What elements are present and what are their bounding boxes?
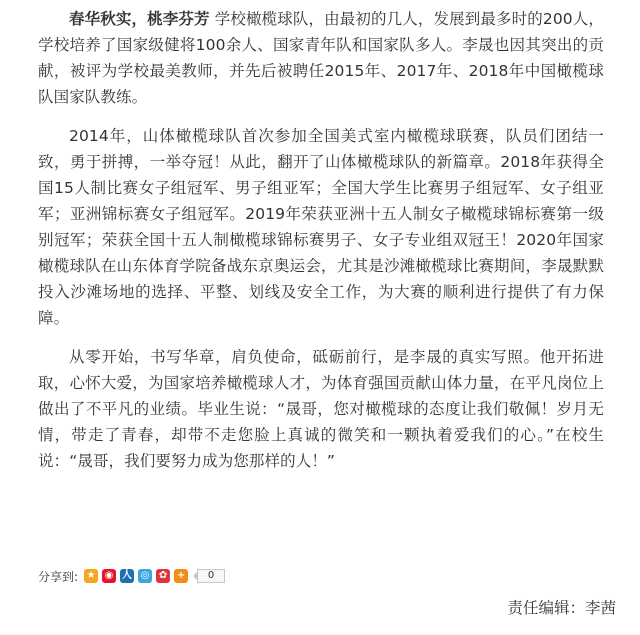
weibo-icon[interactable]: ◉ bbox=[102, 569, 116, 583]
share-count: 0 bbox=[197, 569, 225, 583]
paragraph-1-lead: 春华秋实，桃李芬芳 bbox=[69, 10, 210, 28]
people-weibo-icon[interactable]: ✿ bbox=[156, 569, 170, 583]
renren-icon[interactable]: 人 bbox=[122, 570, 133, 581]
qzone-icon[interactable]: ★ bbox=[84, 569, 98, 583]
paragraph-3: 从零开始，书写华章，肩负使命，砥砺前行，是李晟的真实写照。他开拓进取，心怀大爱，为国家培养橄榄球人才，为体育强国贡献山体力量，在平凡岗位上做出了不平凡的业绩。毕业生说：“晟哥，您对橄榄球的态度让我们敬佩！岁月无情，带走了青春，却带不走您脸上真诚的微笑和一颗执着爱我们的心。”在校生说：“晟哥，我们要努力成为您那样的人！” bbox=[38, 348, 604, 470]
article-body bbox=[38, 0, 604, 474]
share-icons bbox=[84, 569, 192, 583]
paragraph-1-text: 学校橄榄球队，由最初的几人，发展到最多时的200人，学校培养了国家级健将100余人、国家青年队和国家队多人。李晟也因其突出的贡献，被评为学校最美教师，并先后被聘任2015年、2017年、2018年中国橄榄球队国家队教练。 bbox=[38, 10, 604, 106]
tencent-weibo-icon[interactable]: ◎ bbox=[138, 569, 152, 583]
paragraph-2: 2014年，山体橄榄球队首次参加全国美式室内橄榄球联赛，队员们团结一致，勇于拼搏，一举夺冠！从此，翻开了山体橄榄球队的新篇章。2018年获得全国15人制比赛女子组冠军、男子组亚军；全国大学生比赛男子组冠军、女子组亚军；亚洲锦标赛女子组冠军。2019年荣获亚洲十五人制女子橄榄球锦标赛第一级别冠军；荣获全国十五人制橄榄球锦标赛男子、女子专业组双冠王！2020年国家橄榄球队在山东体育学院备战东京奥运会，尤其是沙滩橄榄球比赛期间，李晟默默投入沙滩场地的选择、平整、划线及安全工作，为大赛的顺利进行提供了有力保障。 bbox=[38, 127, 604, 327]
responsible-editor: 责任编辑：李茜 bbox=[507, 599, 616, 617]
share-counter[interactable] bbox=[193, 569, 225, 583]
more-share-icon[interactable]: + bbox=[174, 569, 188, 583]
paragraph-1 bbox=[38, 6, 604, 110]
share-label: 分享到: bbox=[38, 569, 79, 584]
share-bar bbox=[38, 566, 225, 586]
